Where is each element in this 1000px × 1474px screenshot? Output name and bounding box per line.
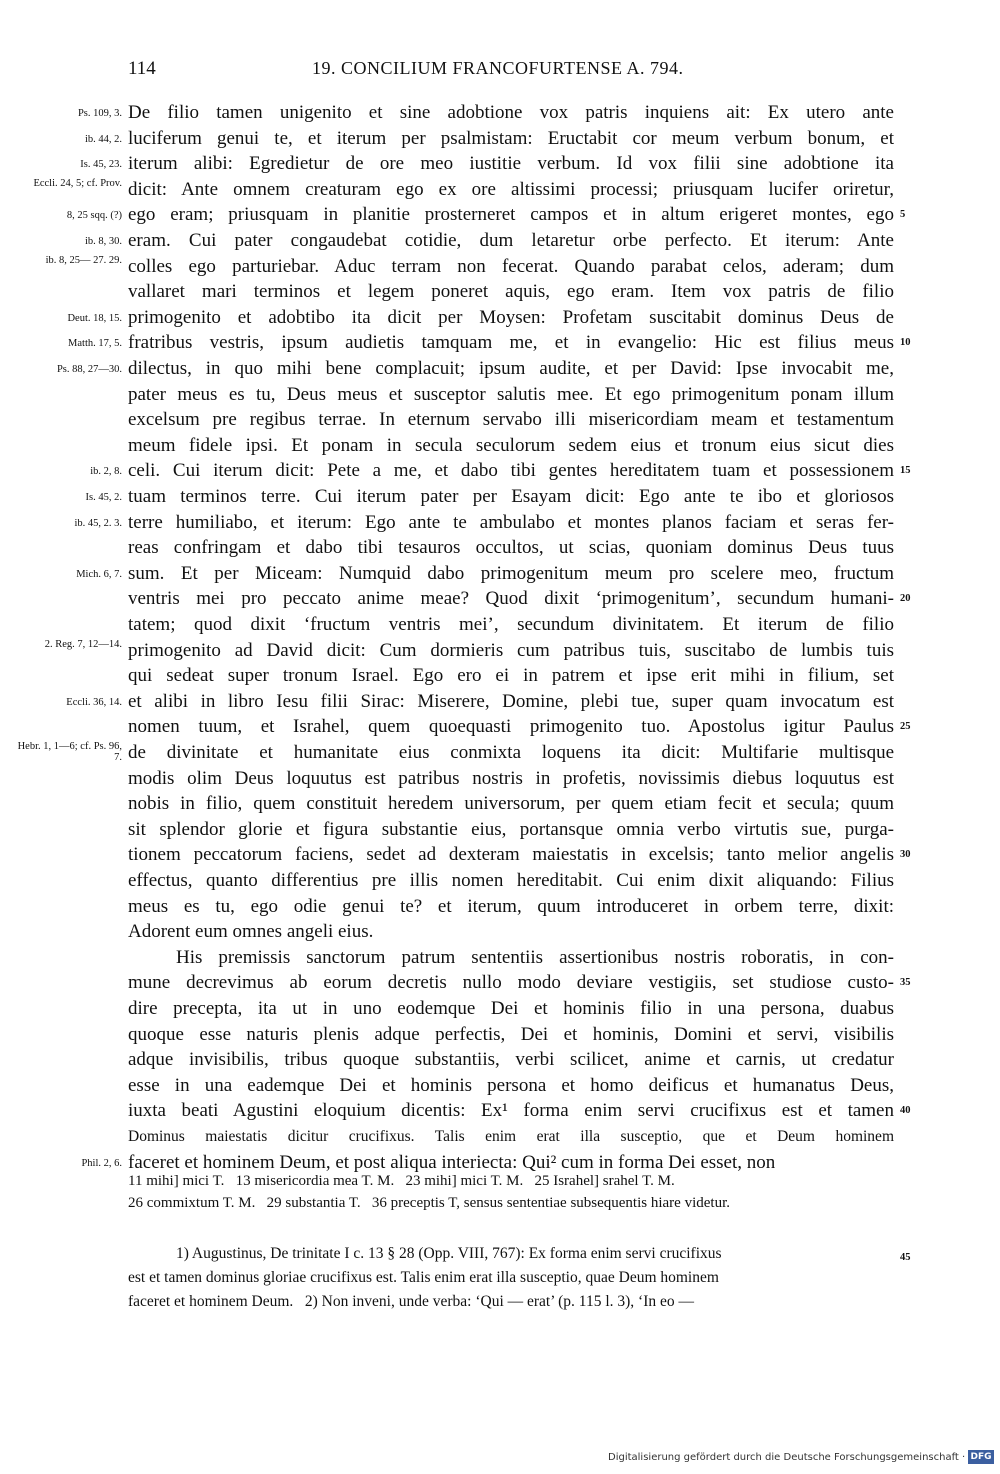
dfg-logo: DFG <box>968 1450 994 1464</box>
line-number: 15 <box>900 465 911 477</box>
text-line: luciferum genui te, et iterum per psalmistam: Eructabit cor meum verbum bonum, et <box>128 127 894 149</box>
text-line: ego eram; priusquam in planitie prosterneret campos et in altum erigeret montes, ego <box>128 204 894 226</box>
margin-reference: Mich. 6, 7. <box>76 568 122 580</box>
margin-reference: ib. 44, 2. <box>84 133 122 145</box>
text-line: excelsum pre regibus terrae. In eternum servabo illi misericordiam meam et testamentum <box>128 409 894 431</box>
margin-reference: Phil. 2, 6. <box>81 1157 122 1169</box>
text-line: His premissis sanctorum patrum sententiis assertionibus nostris roboratis, in con- <box>176 946 894 968</box>
page-number: 114 <box>128 58 156 79</box>
text-line: et alibi in libro Iesu filii Sirac: Miserere, Domine, plebi tue, super quam invocatum est <box>128 690 894 712</box>
footnote-line-number: 45 <box>900 1252 911 1263</box>
margin-reference: Ps. 88, 27—30. <box>56 364 122 375</box>
line-number: 5 <box>900 209 906 221</box>
text-line: primogenito ad David dicit: Cum dormieris cum patribus tuis, suscitabo de lumbis tuis <box>128 639 894 661</box>
margin-reference: Hebr. 1, 1—6; cf. Ps. 96, 7. <box>17 741 122 763</box>
line-number: 25 <box>900 721 911 733</box>
text-line: modis olim Deus loquutus est patribus nostris in profetis, novissimis diebus loquutus est <box>128 767 894 789</box>
footnote-line: faceret et hominem Deum. 2) Non inveni, unde verba: ‘Qui — erat’ (p. 115 l. 3), ‘In eo — <box>128 1293 694 1310</box>
text-line: dilectus, in quo mihi bene complacuit; ipsum audite, et per David: Ipse invocabit me, <box>128 358 894 379</box>
text-line: de divinitate et humanitate eius conmixta loquens ita dicit: Multifarie multisque <box>128 742 894 763</box>
text-line: iterum alibi: Egredietur de ore meo iustitie verbum. Id vox filii sine adobtione ita <box>128 153 894 175</box>
margin-reference: Is. 45, 2. <box>85 492 122 503</box>
text-line: meum fidele ipsi. Et ponam in secula seculorum sedem eius et tronum eius sicut dies <box>128 434 894 456</box>
text-line: tatem; quod dixit ‘fructum ventris mei’, secundum divinitatem. Et iterum de filio <box>128 614 894 635</box>
footnote-line: 1) Augustinus, De trinitate I c. 13 § 28 (Opp. VIII, 767): Ex forma enim servi crucifixus <box>176 1245 722 1262</box>
digitization-credit: Digitalisierung gefördert durch die Deutsche Forschungsgemeinschaft · <box>608 1452 966 1463</box>
line-number: 10 <box>900 337 911 349</box>
text-line: Adorent eum omnes angeli eius. <box>128 921 374 943</box>
text-line: tuam terminos terre. Cui iterum pater per Esayam dicit: Ego ante te ibo et gloriosos <box>128 486 894 507</box>
text-line: vallaret mari terminos et legem poneret aquis, ego eram. Item vox patris de filio <box>128 281 894 303</box>
text-line: primogenito et adobtibo ita dicit per Moysen: Profetam suscitabit dominus Deus de <box>128 306 894 328</box>
margin-reference: ib. 45, 2. 3. <box>74 517 122 529</box>
margin-reference: Is. 45, 23. <box>80 159 122 171</box>
text-line: adque invisibilis, tribus quoque substantiis, verbi scilicet, anime et carnis, ut credatur <box>128 1049 894 1071</box>
line-number: 40 <box>900 1105 911 1117</box>
text-line: eram. Cui pater congaudebat cotidie, dum letaretur orbe perfecto. Et iterum: Ante <box>128 230 894 251</box>
text-line: De filio tamen unigenito et sine adobtione vox patris inquiens ait: Ex utero ante <box>128 102 894 123</box>
running-header <box>0 58 1000 84</box>
text-line: colles ego parturiebar. Aduc terram non fecerat. Quando parabat celos, aderam; dum <box>128 255 894 277</box>
text-line: esse in una eademque Dei et hominis persona et homo deificus et humanatus Deus, <box>128 1074 894 1096</box>
margin-reference: Ps. 109, 3. <box>77 108 122 119</box>
text-line: meus es tu, ego odie genui te? et iterum, quum introduceret in orbem terre, dixit: <box>128 895 894 917</box>
margin-reference: 2. Reg. 7, 12—14. <box>44 638 122 650</box>
text-line: quoque esse naturis plenis adque perfectis, Dei et hominis, Domini et servi, visibilis <box>128 1023 894 1045</box>
text-line: nobis in filio, quem constituit heredem universorum, per quem etiam fecit et secula; quum <box>128 793 894 815</box>
margin-reference: ib. 8, 25— 27. 29. <box>45 254 122 266</box>
text-line: Dominus maiestatis dicitur crucifixus. Talis enim erat illa susceptio, que et Deum hominem <box>128 1128 894 1145</box>
text-line: faceret et hominem Deum, et post aliqua interiecta: Qui² cum in forma Dei esset, non <box>128 1151 776 1173</box>
text-line: dire precepta, ita ut in uno eodemque Dei et hominis filio in una persona, duabus <box>128 998 894 1019</box>
margin-reference: ib. 2, 8. <box>90 466 122 478</box>
text-line: celi. Cui iterum dicit: Pete a me, et dabo tibi gentes hereditatem tuam et possessionem <box>128 460 894 482</box>
text-line: sit splendor glorie et figura substantie eius, portansque omnia verbo virtutis sue, purga- <box>128 818 894 840</box>
margin-reference: Eccli. 36, 14. <box>66 696 122 708</box>
running-title: 19. CONCILIUM FRANCOFURTENSE A. 794. <box>312 58 684 78</box>
text-line: dicit: Ante omnem creaturam ego ex ore altissimi processi; priusquam lucifer oriretur, <box>128 178 894 200</box>
footnote-line: est et tamen dominus gloriae crucifixus est. Talis enim erat illa susceptio, quae Deum hominem <box>128 1269 719 1286</box>
margin-reference: ib. 8, 30. <box>84 236 122 247</box>
line-number: 30 <box>900 849 911 861</box>
margin-reference: Deut. 18, 15. <box>67 312 122 324</box>
line-number: 35 <box>900 977 911 989</box>
text-line: iuxta beati Agustini eloquium dicentis: Ex¹ forma enim servi crucifixus est et tamen <box>128 1100 894 1122</box>
text-line: effectus, quanto differentius pre illis nomen hereditabit. Cui enim dixit aliquando: Filius <box>128 870 894 891</box>
margin-reference: Eccli. 24, 5; cf. Prov. <box>33 177 122 189</box>
margin-reference: Matth. 17, 5. <box>68 338 122 350</box>
text-line: reas confringam et dabo tibi tesauros occultos, ut scias, quoniam dominus Deus tuus <box>128 537 894 559</box>
text-line: sum. Et per Miceam: Numquid dabo primogenitum meum pro scelere meo, fructum <box>128 562 894 584</box>
line-number: 20 <box>900 593 911 605</box>
text-line: ventris mei pro peccato anime meae? Quod dixit ‘primogenitum’, secundum humani- <box>128 588 894 610</box>
apparatus-line: 26 commixtum T. M. 29 substantia T. 36 preceptis T, sensus sententiae subsequentis hiare videtur. <box>128 1195 730 1211</box>
apparatus-line: 11 mihi] mici T. 13 misericordia mea T. M. 23 mihi] mici T. M. 25 Israhel] srahel T. M. <box>128 1173 675 1189</box>
text-line: nomen tuum, et Israhel, quem quoequasti primogenito tuo. Apostolus igitur Paulus <box>128 716 894 738</box>
text-line: qui sedeat super tronum Israel. Ego ero ei in patrem et ipse erit mihi in filium, set <box>128 665 894 687</box>
text-line: terre humiliabo, et iterum: Ego ante te ambulabo et montes planos faciam et seras fer- <box>128 511 894 533</box>
text-line: fratribus vestris, ipsum audietis tamquam me, et in evangelio: Hic est filius meus <box>128 332 894 354</box>
margin-reference: 8, 25 sqq. (?) <box>66 210 122 222</box>
text-line: pater meus es tu, Deus meus et susceptor salutis mee. Et ego primogenitum ponam illum <box>128 383 894 405</box>
text-line: mune decrevimus ab eorum decretis nullo modo deviare vestigiis, set studiose custo- <box>128 972 894 994</box>
text-line: tionem peccatorum faciens, sedet ad dexteram maiestatis in excelsis; tanto melior angelis <box>128 844 894 866</box>
